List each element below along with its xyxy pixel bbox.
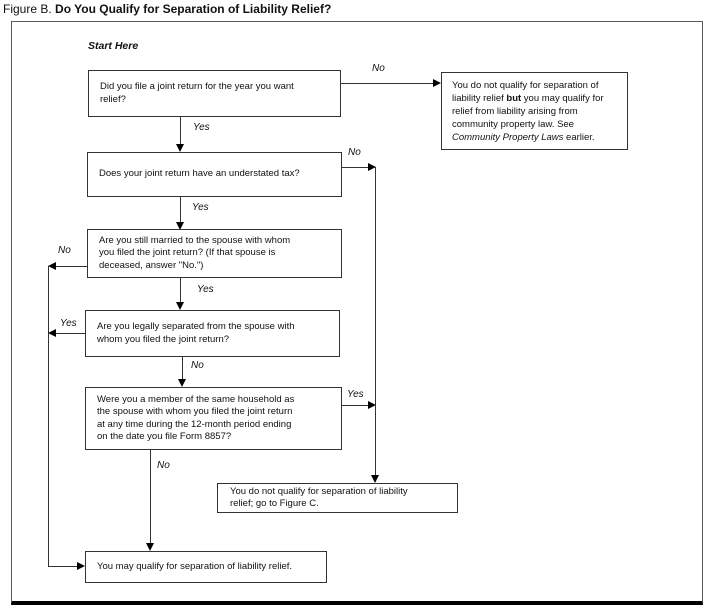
- question-text: deceased, answer "No."): [99, 259, 204, 271]
- connector-q4-to-q5: [182, 357, 183, 380]
- question-text: Are you legally separated from the spouse with: [97, 321, 295, 332]
- connector-q1-to-q2: [180, 117, 181, 145]
- connector-q2-to-q3: [180, 197, 181, 223]
- arrowhead-left-icon: [48, 262, 56, 270]
- outcome-text: relief; go to Figure C.: [230, 498, 319, 509]
- question-text: whom you filed the joint return?: [97, 333, 230, 345]
- connector-q1-no-horizontal: [341, 83, 434, 84]
- figure-title-main: Do You Qualify for Separation of Liability Relief?: [55, 2, 332, 16]
- question-text: on the date you file Form 8857?: [97, 431, 232, 442]
- outcome-box-no-joint-return: [441, 72, 628, 150]
- connector-q5-yes-horizontal: [342, 405, 369, 406]
- edge-label-q5-no: No: [157, 460, 170, 471]
- arrowhead-down-icon: [176, 302, 184, 310]
- question-text: relief?: [100, 93, 126, 105]
- question-text: Were you a member of the same household as: [97, 393, 295, 405]
- arrowhead-right-icon: [368, 401, 376, 409]
- edge-label-q5-yes: Yes: [347, 389, 364, 400]
- arrowhead-down-icon: [176, 144, 184, 152]
- outcome-text: relief from liability arising from: [452, 105, 578, 117]
- question-text: the spouse with whom you filed the joint return: [97, 406, 293, 417]
- arrowhead-down-icon: [146, 543, 154, 551]
- outcome-text: You do not qualify for separation of: [452, 79, 599, 91]
- outcome-text: community property law. See: [452, 118, 574, 130]
- question-text: Are you still married to the spouse with whom: [99, 234, 291, 246]
- connector-right-vertical: [375, 167, 376, 476]
- start-here-label: Start Here: [88, 40, 139, 52]
- arrowhead-down-icon: [371, 475, 379, 483]
- outcome-box-may-qualify: [85, 551, 327, 583]
- connector-into-qualify-box: [48, 566, 78, 567]
- edge-label-q3-no: No: [58, 245, 71, 256]
- edge-label-q2-yes: Yes: [192, 202, 209, 213]
- question-box-same-household: [85, 387, 342, 450]
- connector-q3-no-horizontal: [55, 266, 87, 267]
- edge-label-q1-no: No: [372, 63, 385, 74]
- connector-q4-yes-horizontal: [55, 333, 85, 334]
- connector-left-vertical: [48, 266, 49, 567]
- connector-q5-to-qualify-box: [150, 450, 151, 544]
- outcome-text: Community Property Laws earlier.: [452, 131, 595, 143]
- question-box-legally-separated: [85, 310, 340, 357]
- question-box-still-married: [87, 229, 342, 278]
- question-text: Did you file a joint return for the year you want: [100, 81, 294, 92]
- edge-label-q4-no: No: [191, 360, 204, 371]
- connector-q3-to-q4: [180, 278, 181, 303]
- outcome-box-figure-c: [217, 483, 458, 513]
- connector-q2-no-horizontal: [342, 167, 369, 168]
- question-text: at any time during the 12-month period ending: [97, 418, 292, 430]
- edge-label-q4-yes: Yes: [60, 318, 77, 329]
- question-box-understated-tax: [87, 152, 342, 197]
- edge-label-q3-yes: Yes: [197, 284, 214, 295]
- question-text: Does your joint return have an understated tax?: [99, 168, 300, 180]
- arrowhead-right-icon: [433, 79, 441, 87]
- arrowhead-right-icon: [368, 163, 376, 171]
- figure-title: [3, 2, 331, 16]
- figure-title-prefix: Figure B.: [3, 2, 56, 16]
- edge-label-q2-no: No: [348, 147, 361, 158]
- arrowhead-right-icon: [77, 562, 85, 570]
- arrowhead-down-icon: [176, 222, 184, 230]
- question-box-joint-return: [88, 70, 341, 117]
- question-text: you filed the joint return? (If that spouse is: [99, 247, 276, 259]
- outcome-text: You may qualify for separation of liability relief.: [97, 560, 293, 572]
- outcome-text: liability relief but you may qualify for: [452, 92, 604, 104]
- edge-label-q1-yes: Yes: [193, 122, 210, 133]
- arrowhead-down-icon: [178, 379, 186, 387]
- arrowhead-left-icon: [48, 329, 56, 337]
- outcome-text: You do not qualify for separation of liability: [230, 485, 408, 497]
